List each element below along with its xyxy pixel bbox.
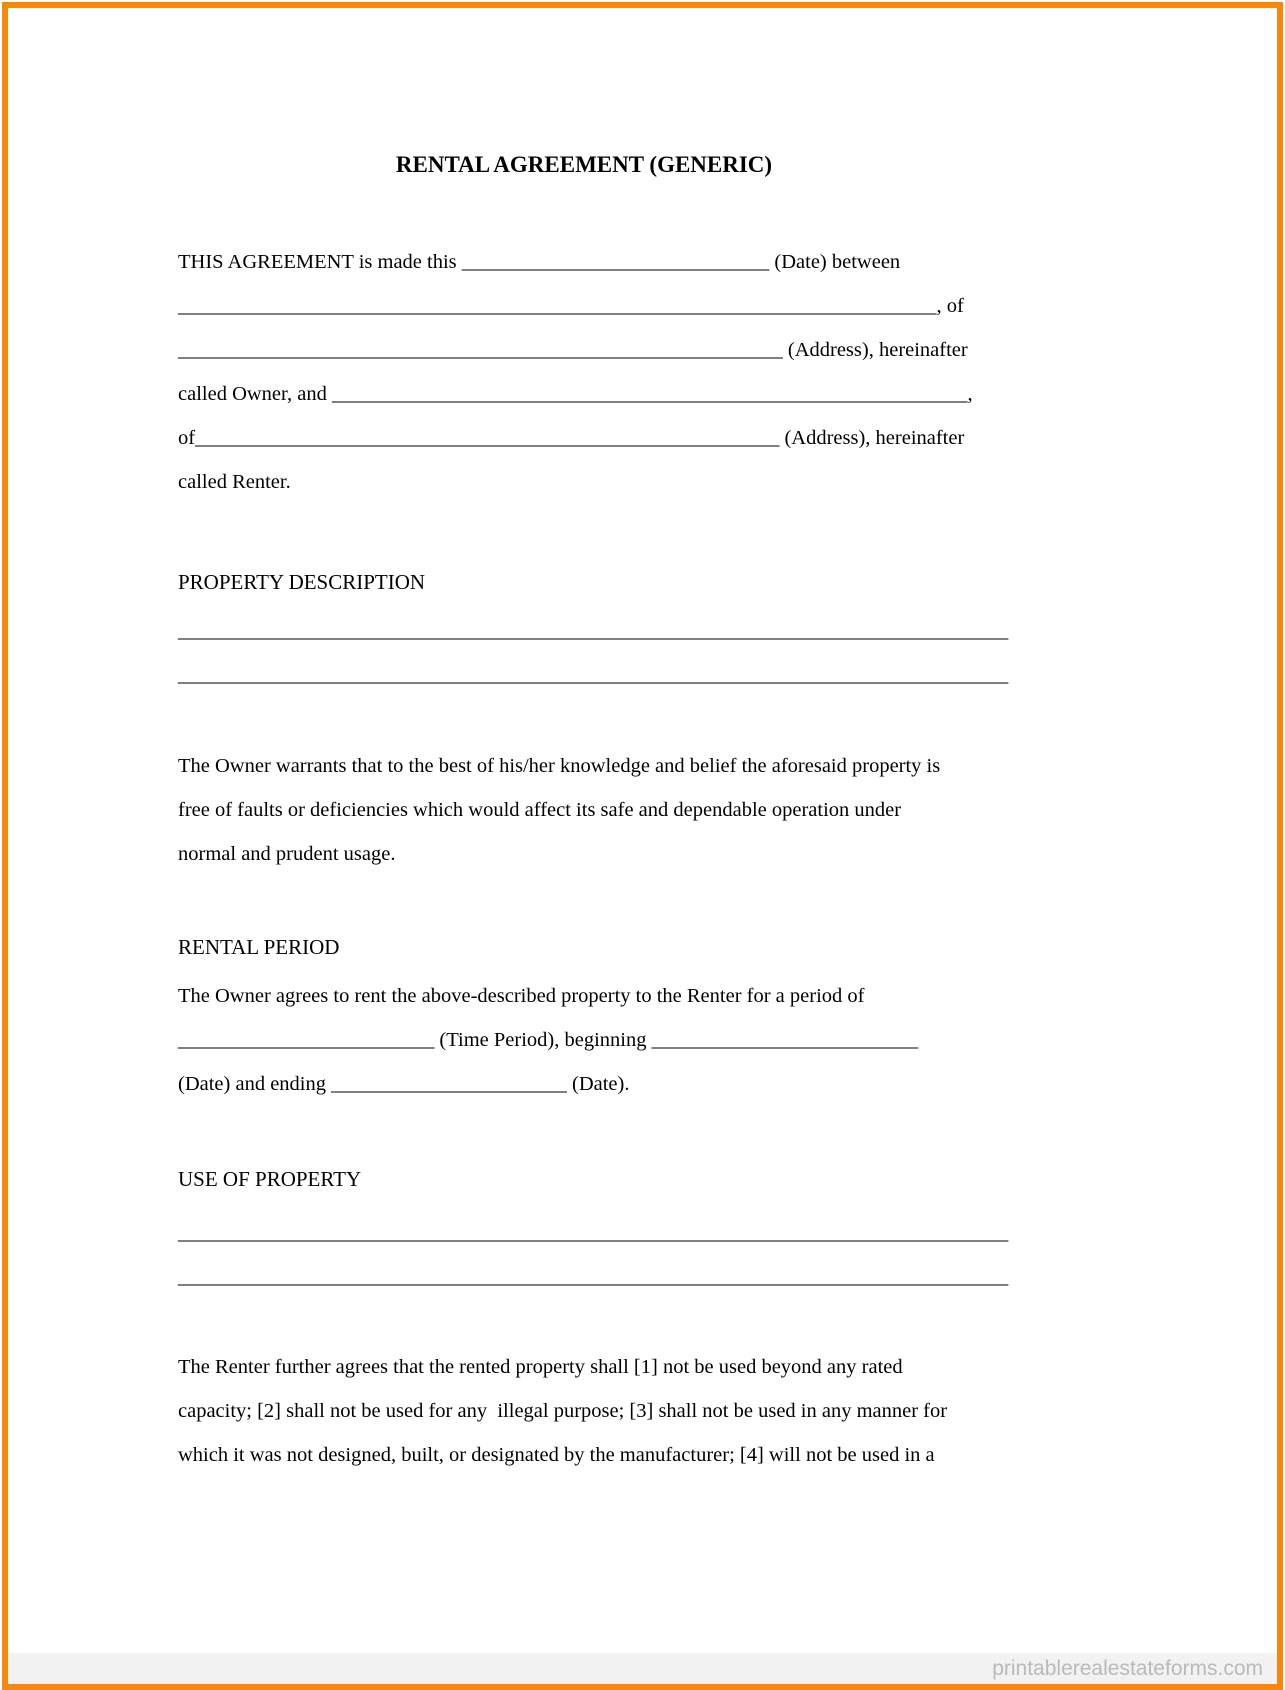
paragraph-line: The Renter further agrees that the rented property shall [1] not be used beyond any rated [178, 1356, 903, 1378]
intro-paragraph [178, 240, 990, 504]
intro-line: called Owner, and ______________________________________________________________, [178, 383, 973, 405]
warranty-paragraph [178, 744, 990, 876]
renter-obligations-paragraph [178, 1345, 990, 1477]
intro-line: THIS AGREEMENT is made this ______________________________ (Date) between [178, 251, 901, 273]
blank-line: _________________________________________________________________________________ [178, 1222, 1009, 1244]
intro-line: ___________________________________________________________ (Address), hereinafter [178, 339, 968, 361]
footer-bar [8, 1653, 1277, 1684]
intro-line: called Renter. [178, 471, 291, 493]
paragraph-line: normal and prudent usage. [178, 843, 396, 865]
section-use-of-property [178, 1157, 990, 1201]
paragraph-line: _________________________ (Time Period), beginning __________________________ [178, 1029, 919, 1051]
section-property-description [178, 560, 990, 604]
paragraph-line: capacity; [2] shall not be used for any illegal purpose; [3] shall not be used in any manner for [178, 1400, 948, 1422]
document-title: RENTAL AGREEMENT (GENERIC) [395, 152, 773, 177]
section-heading-property-description: PROPERTY DESCRIPTION [178, 570, 426, 594]
rental-period-paragraph [178, 974, 990, 1106]
intro-line: __________________________________________________________________________, of [178, 295, 964, 317]
property-description-blanks [178, 609, 1009, 697]
paragraph-line: free of faults or deficiencies which would affect its safe and dependable operation under [178, 799, 902, 821]
paragraph-line: The Owner warrants that to the best of his/her knowledge and belief the aforesaid property is [178, 755, 941, 777]
section-rental-period [178, 925, 990, 969]
paragraph-line: The Owner agrees to rent the above-described property to the Renter for a period of [178, 985, 865, 1007]
section-heading-use-of-property: USE OF PROPERTY [178, 1167, 362, 1191]
intro-line: of_________________________________________________________ (Address), hereinafter [178, 427, 965, 449]
blank-line: _________________________________________________________________________________ [178, 1266, 1009, 1288]
blank-line: _________________________________________________________________________________ [178, 664, 1009, 686]
paragraph-line: (Date) and ending _______________________ (Date). [178, 1073, 630, 1095]
footer-site-text: printablerealestateforms.com [992, 1657, 1263, 1680]
blank-line: _________________________________________________________________________________ [178, 620, 1009, 642]
use-of-property-blanks [178, 1211, 1009, 1299]
section-heading-rental-period: RENTAL PERIOD [178, 935, 340, 959]
paragraph-line: which it was not designed, built, or designated by the manufacturer; [4] will not be used in a [178, 1444, 935, 1466]
